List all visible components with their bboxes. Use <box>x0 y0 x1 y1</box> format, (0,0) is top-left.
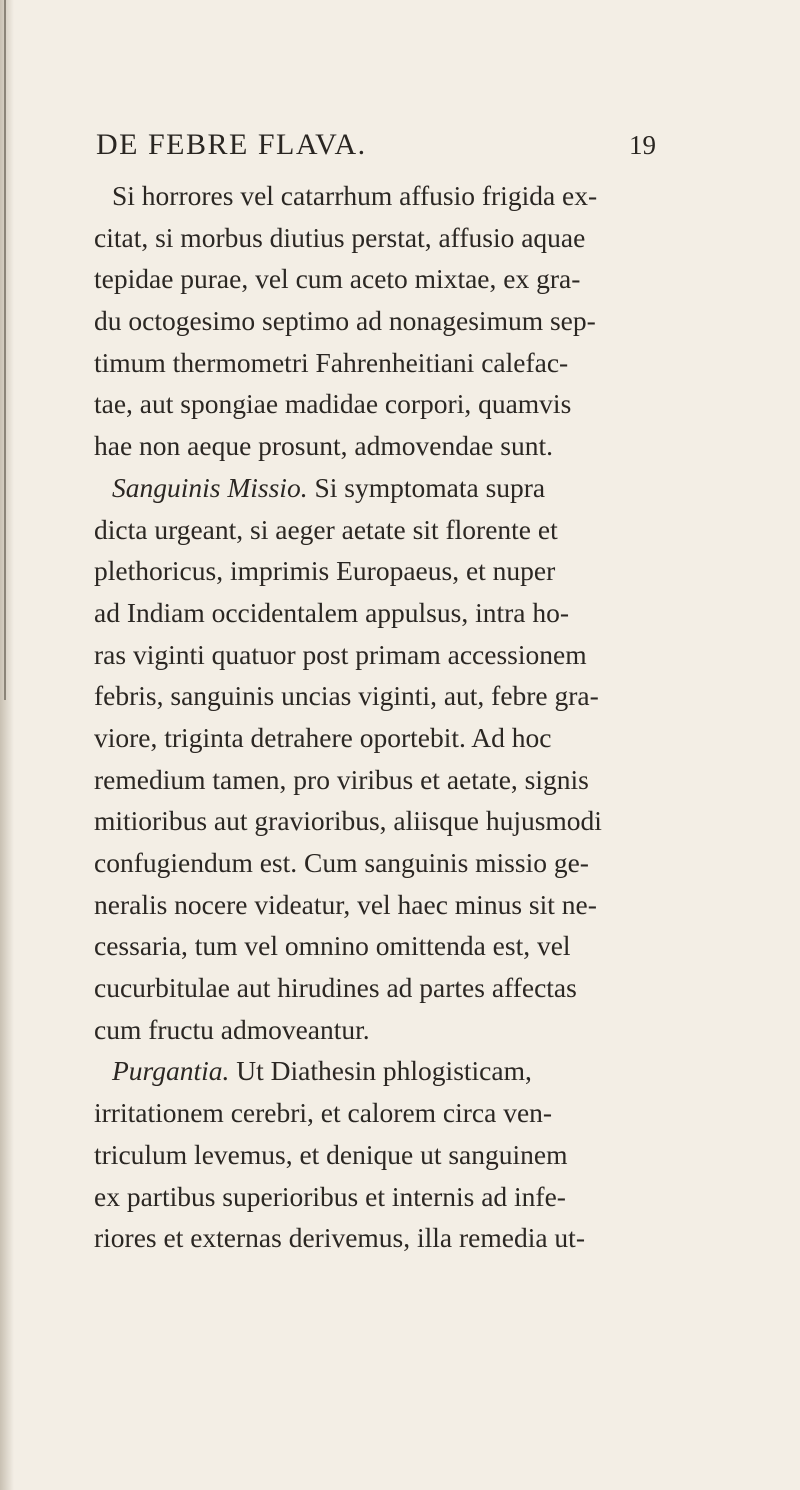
text-line: hae non aeque prosunt, admovendae sunt. <box>94 430 553 462</box>
gutter-shadow <box>0 0 14 1490</box>
text-line: Si horrores vel catarrhum affusio frigida ex- <box>112 180 598 211</box>
text-line <box>94 467 734 509</box>
text-line-rest: Si symptomata supra <box>307 471 546 503</box>
page-number: 19 <box>629 130 656 160</box>
text-line: ras viginti quatuor post primam accessionem <box>94 638 587 670</box>
text-line: mitioribus aut gravioribus, aliisque hujusmodi <box>94 805 602 837</box>
running-head <box>96 128 656 168</box>
running-title: DE FEBRE FLAVA. <box>96 128 367 161</box>
text-line: ad Indiam occidentalem appulsus, intra ho- <box>94 596 569 628</box>
text-line: dicta urgeant, si aeger aetate sit florente et <box>94 513 558 545</box>
text-line: cucurbitulae aut hirudines ad partes affectas <box>94 972 577 1004</box>
text-line: irritationem cerebri, et calorem circa ven- <box>94 1097 553 1129</box>
text-line: riores et externas derivemus, illa remedia ut- <box>94 1222 585 1254</box>
text-line: cessaria, tum vel omnino omittenda est, vel <box>94 930 571 962</box>
text-line: timum thermometri Fahrenheitiani calefac- <box>94 346 569 378</box>
text-line: cum fructu admoveantur. <box>94 1013 370 1045</box>
text-line: viore, triginta detrahere oportebit. Ad hoc <box>94 721 552 753</box>
text-line: du octogesimo septimo ad nonagesimum sep- <box>94 305 596 337</box>
text-line: remedium tamen, pro viribus et aetate, signis <box>94 763 589 795</box>
text-line: confugiendum est. Cum sanguinis missio ge- <box>94 847 589 878</box>
text-line: plethoricus, imprimis Europaeus, et nuper <box>94 555 556 587</box>
text-line: tae, aut spongiae madidae corpori, quamvis <box>94 388 572 420</box>
section-heading-sanguinis-missio: Sanguinis Missio. <box>112 471 308 503</box>
text-line: triculum levemus, et denique ut sanguinem <box>94 1138 568 1170</box>
body-text <box>94 175 734 1259</box>
text-line <box>94 1050 734 1092</box>
text-line: neralis nocere videatur, vel haec minus sit ne- <box>94 888 597 920</box>
section-heading-purgantia: Purgantia. <box>112 1055 230 1087</box>
text-line-rest: Ut Diathesin phlogisticam, <box>229 1055 532 1087</box>
text-line: febris, sanguinis uncias viginti, aut, febre gra- <box>94 680 599 712</box>
text-line: ex partibus superioribus et internis ad infe- <box>94 1180 566 1212</box>
text-line: citat, si morbus diutius perstat, affusio aquae <box>94 221 586 253</box>
gutter-edge-line <box>4 0 6 700</box>
text-line: tepidae purae, vel cum aceto mixtae, ex gra- <box>94 263 581 295</box>
